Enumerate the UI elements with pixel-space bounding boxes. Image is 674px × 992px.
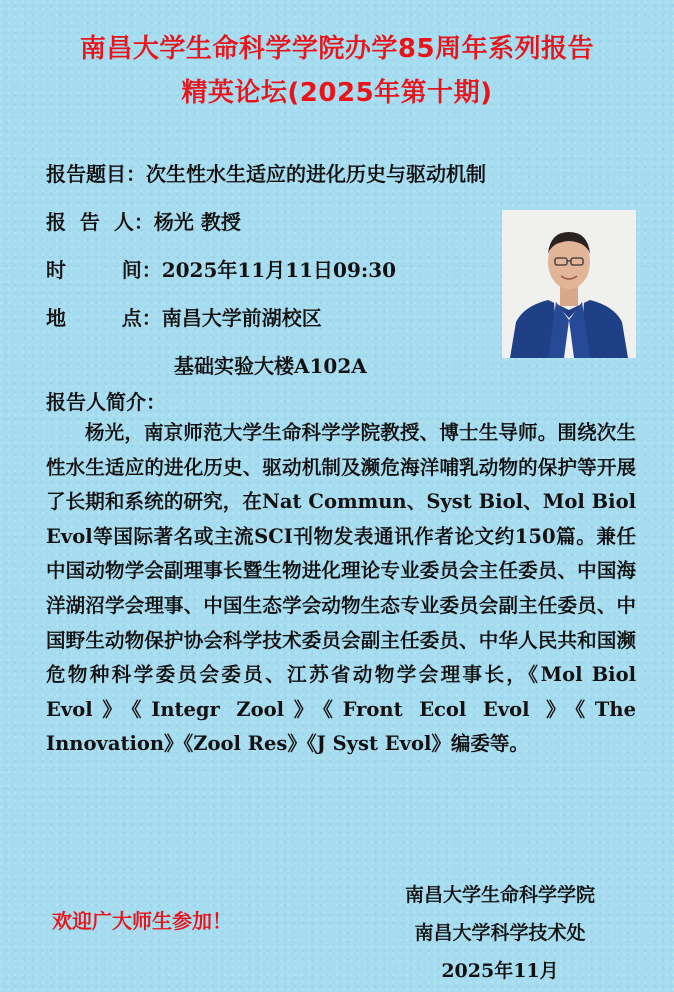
speaker-label: 报 告 人：: [46, 210, 154, 234]
topic-value: 次生性水生适应的进化历史与驱动机制: [146, 162, 486, 186]
topic-row: [46, 158, 486, 187]
time-label: 时 间：: [46, 258, 162, 282]
place-row: [46, 302, 322, 331]
organizer-2: 南昌大学科学技术处: [414, 922, 586, 944]
topic-label: 报告题目：: [46, 162, 146, 186]
place-value-line2: 基础实验大楼A102A: [174, 354, 367, 378]
organizer-1: 南昌大学生命科学学院: [404, 884, 595, 906]
place-label: 地 点：: [46, 306, 162, 330]
poster-date: 2025年11月: [441, 960, 559, 982]
speaker-photo: [502, 210, 636, 358]
intro-label: 报告人简介：: [46, 390, 166, 414]
poster-title-line1: 南昌大学生命科学学院办学85周年系列报告: [79, 34, 595, 64]
speaker-bio: 杨光，南京师范大学生命科学学院教授、博士生导师。围绕次生性水生适应的进化历史、驱动机制及濒危海洋哺乳动物的保护等开展了长期和系统的研究，在Nat Commun、Syst Biol、Mol Biol Evol等国际著名或主流SCI刊物发表通讯作者论文约150篇。兼任中国动物学会副理事长暨生物进化理论专业委员会主任委员、中国海洋湖沼学会理事、中国生态学会动物生态专业委员会副主任委员、中国野生动物保护协会科学技术委员会副主任委员、中华人民共和国濒危物种科学委员会委员、江苏省动物学会理事长，《Mol Biol Evol》《Integr Zool》《Front Ecol Evol 》《The Innovation》《Zool Res》《J Syst Evol》编委等。: [46, 421, 636, 756]
speaker-value: 杨光 教授: [153, 210, 241, 234]
speaker-row: [46, 206, 241, 235]
time-row: [46, 254, 396, 283]
time-value: 2025年11月11日09:30: [161, 258, 397, 282]
welcome-message: 欢迎广大师生参加！: [52, 909, 232, 933]
speaker-portrait-image: [502, 210, 636, 358]
place-value-line1: 南昌大学前湖校区: [161, 306, 322, 330]
poster-title-line2: 精英论坛(2025年第十期): [181, 78, 493, 108]
